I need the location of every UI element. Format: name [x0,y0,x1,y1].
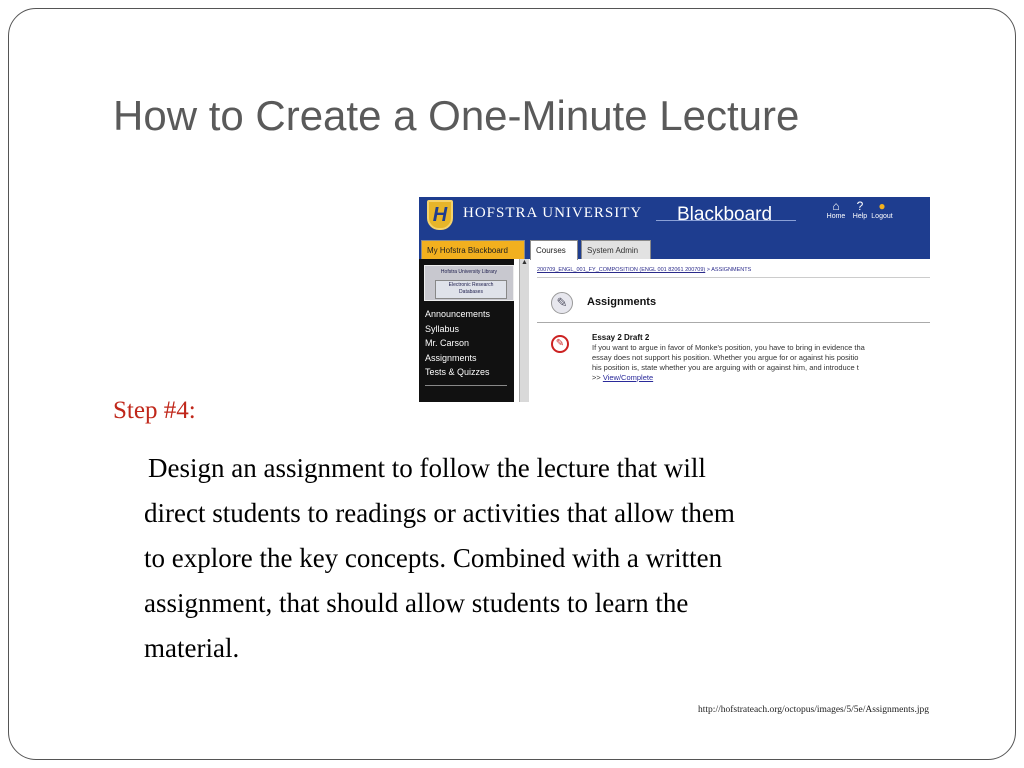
sidebar-item-tests-quizzes[interactable]: Tests & Quizzes [425,367,490,377]
breadcrumb [537,267,930,273]
assignments-icon: ✎ [551,292,573,314]
slide-title: How to Create a One-Minute Lecture [113,92,800,139]
hofstra-logo-icon: H [427,200,453,230]
sidebar-scrollbar[interactable] [519,259,529,402]
source-url: http://hofstrateach.org/octopus/images/5/5e/Assignments.jpg [698,705,929,715]
breadcrumb-divider [537,277,930,278]
view-complete-link[interactable]: View/Complete [602,373,654,382]
assignment-line: If you want to argue in favor of Monke's position, you have to bring in evidence tha [592,343,865,352]
assignment-line: his position is, state whether you are arguing with or against him, and introduce t [592,363,859,372]
tab-courses[interactable]: Courses [530,240,578,260]
tab-bar [419,237,930,259]
course-sidebar [419,259,514,402]
logout-label: Logout [871,213,893,220]
blackboard-screenshot [419,197,930,402]
assignment-description [592,343,930,383]
body-paragraph [144,446,904,671]
home-label: Home [826,213,846,220]
body-line: to explore the key concepts. Combined with a written [144,543,723,573]
help-icon: ? [856,199,864,213]
tab-system-admin[interactable]: System Admin [581,240,651,259]
body-line: assignment, that should allow students to learn the [144,588,689,618]
section-divider [537,322,930,323]
tab-my-hofstra-blackboard[interactable]: My Hofstra Blackboard [421,240,525,259]
assignment-item-icon: ✎ [551,335,569,353]
library-sub1: Electronic Research [448,282,494,288]
body-line: direct students to readings or activities that allow them [144,498,735,528]
university-name: HOFSTRA UNIVERSITY [463,205,643,221]
logout-icon: ● [878,199,886,213]
electronic-databases-link[interactable] [435,280,507,299]
logout-button[interactable] [869,199,895,220]
library-link[interactable] [424,265,514,301]
breadcrumb-course-link[interactable]: 200709_ENGL_001_FY_COMPOSITION (ENGL 001 82061 200709) [537,267,706,273]
scroll-up-icon[interactable]: ▲ [521,259,528,266]
sidebar-item-assignments[interactable]: Assignments [425,352,477,363]
sidebar-item-syllabus[interactable]: Syllabus [425,323,460,334]
blackboard-brand: Blackboard [677,204,773,225]
step-label: Step #4: [113,397,196,424]
body-line: material. [144,633,240,663]
assignment-title: Essay 2 Draft 2 [592,333,650,342]
assignment-line: essay does not support his position. Whether you argue for or against his positio [592,353,859,362]
library-title: Hofstra University Library [440,269,498,275]
link-prefix: >> [592,373,603,382]
body-line: Design an assignment to follow the lecture that will [148,453,706,483]
sidebar-item-announcements[interactable]: Announcements [425,309,491,319]
content-area [537,267,930,402]
help-label: Help [852,213,868,220]
sidebar-item-mr-carson[interactable]: Mr. Carson [425,338,470,348]
view-complete-row [592,373,930,383]
blackboard-header [419,197,930,237]
home-icon: ⌂ [832,199,840,213]
library-sub2: Databases [459,289,483,295]
sidebar-menu [425,307,490,380]
section-title: Assignments [587,296,657,308]
sidebar-divider [425,385,507,386]
breadcrumb-current: > ASSIGNMENTS [705,267,752,273]
home-button[interactable] [823,199,849,220]
